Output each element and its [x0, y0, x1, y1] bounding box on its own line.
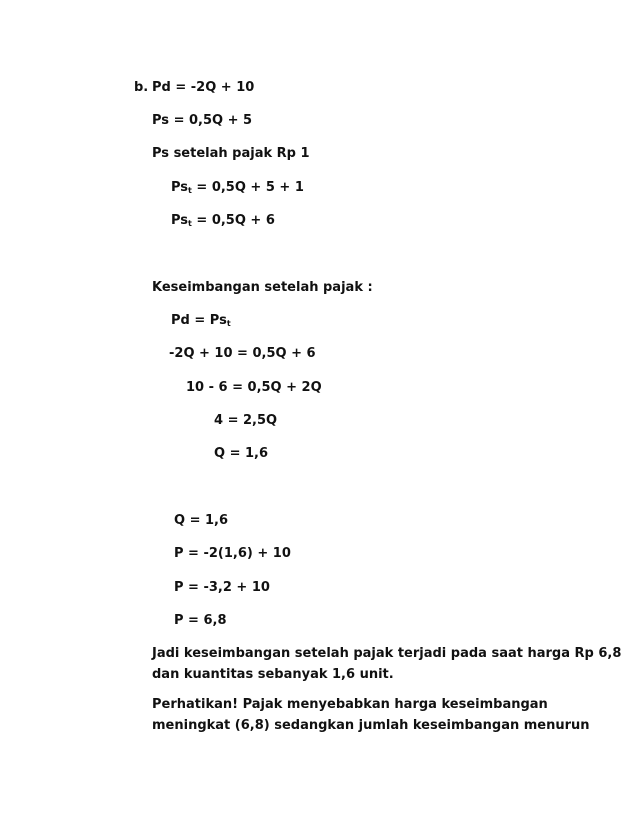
- note-line: meningkat (6,8) sedangkan jumlah keseimbangan menurun: [152, 718, 590, 733]
- equilibrium-step: 10 - 6 = 0,5Q + 2Q: [186, 380, 322, 395]
- price-step: P = -3,2 + 10: [174, 580, 270, 595]
- equilibrium-quantity: Q = 1,6: [214, 446, 269, 461]
- supply-after-tax-1: $Ps_t = 0,5Q + 5 + 1$: [171, 180, 304, 195]
- conclusion-line: Jadi keseimbangan setelah pajak terjadi pada saat harga Rp 6,8: [152, 646, 622, 661]
- equilibrium-step: 4 = 2,5Q: [214, 413, 278, 428]
- supply-equation: Ps = 0,5Q + 5: [152, 113, 253, 128]
- conclusion-line: dan kuantitas sebanyak 1,6 unit.: [152, 667, 394, 682]
- equilibrium-price: P = 6,8: [174, 613, 227, 628]
- equilibrium-heading: Keseimbangan setelah pajak :: [152, 280, 373, 295]
- supply-after-tax-2: $Ps_t = 0,5Q + 6$: [171, 213, 275, 228]
- price-step: Q = 1,6: [174, 513, 229, 528]
- equilibrium-step: -2Q + 10 = 0,5Q + 6: [169, 346, 316, 361]
- item-marker: b.: [134, 80, 149, 95]
- demand-equation: Pd = -2Q + 10: [152, 80, 255, 95]
- tax-statement: Ps setelah pajak Rp 1: [152, 146, 310, 161]
- equilibrium-condition: $Pd = Ps_t$: [171, 313, 231, 328]
- note-line: Perhatikan! Pajak menyebabkan harga keseimbangan: [152, 697, 548, 712]
- price-step: P = -2(1,6) + 10: [174, 546, 291, 561]
